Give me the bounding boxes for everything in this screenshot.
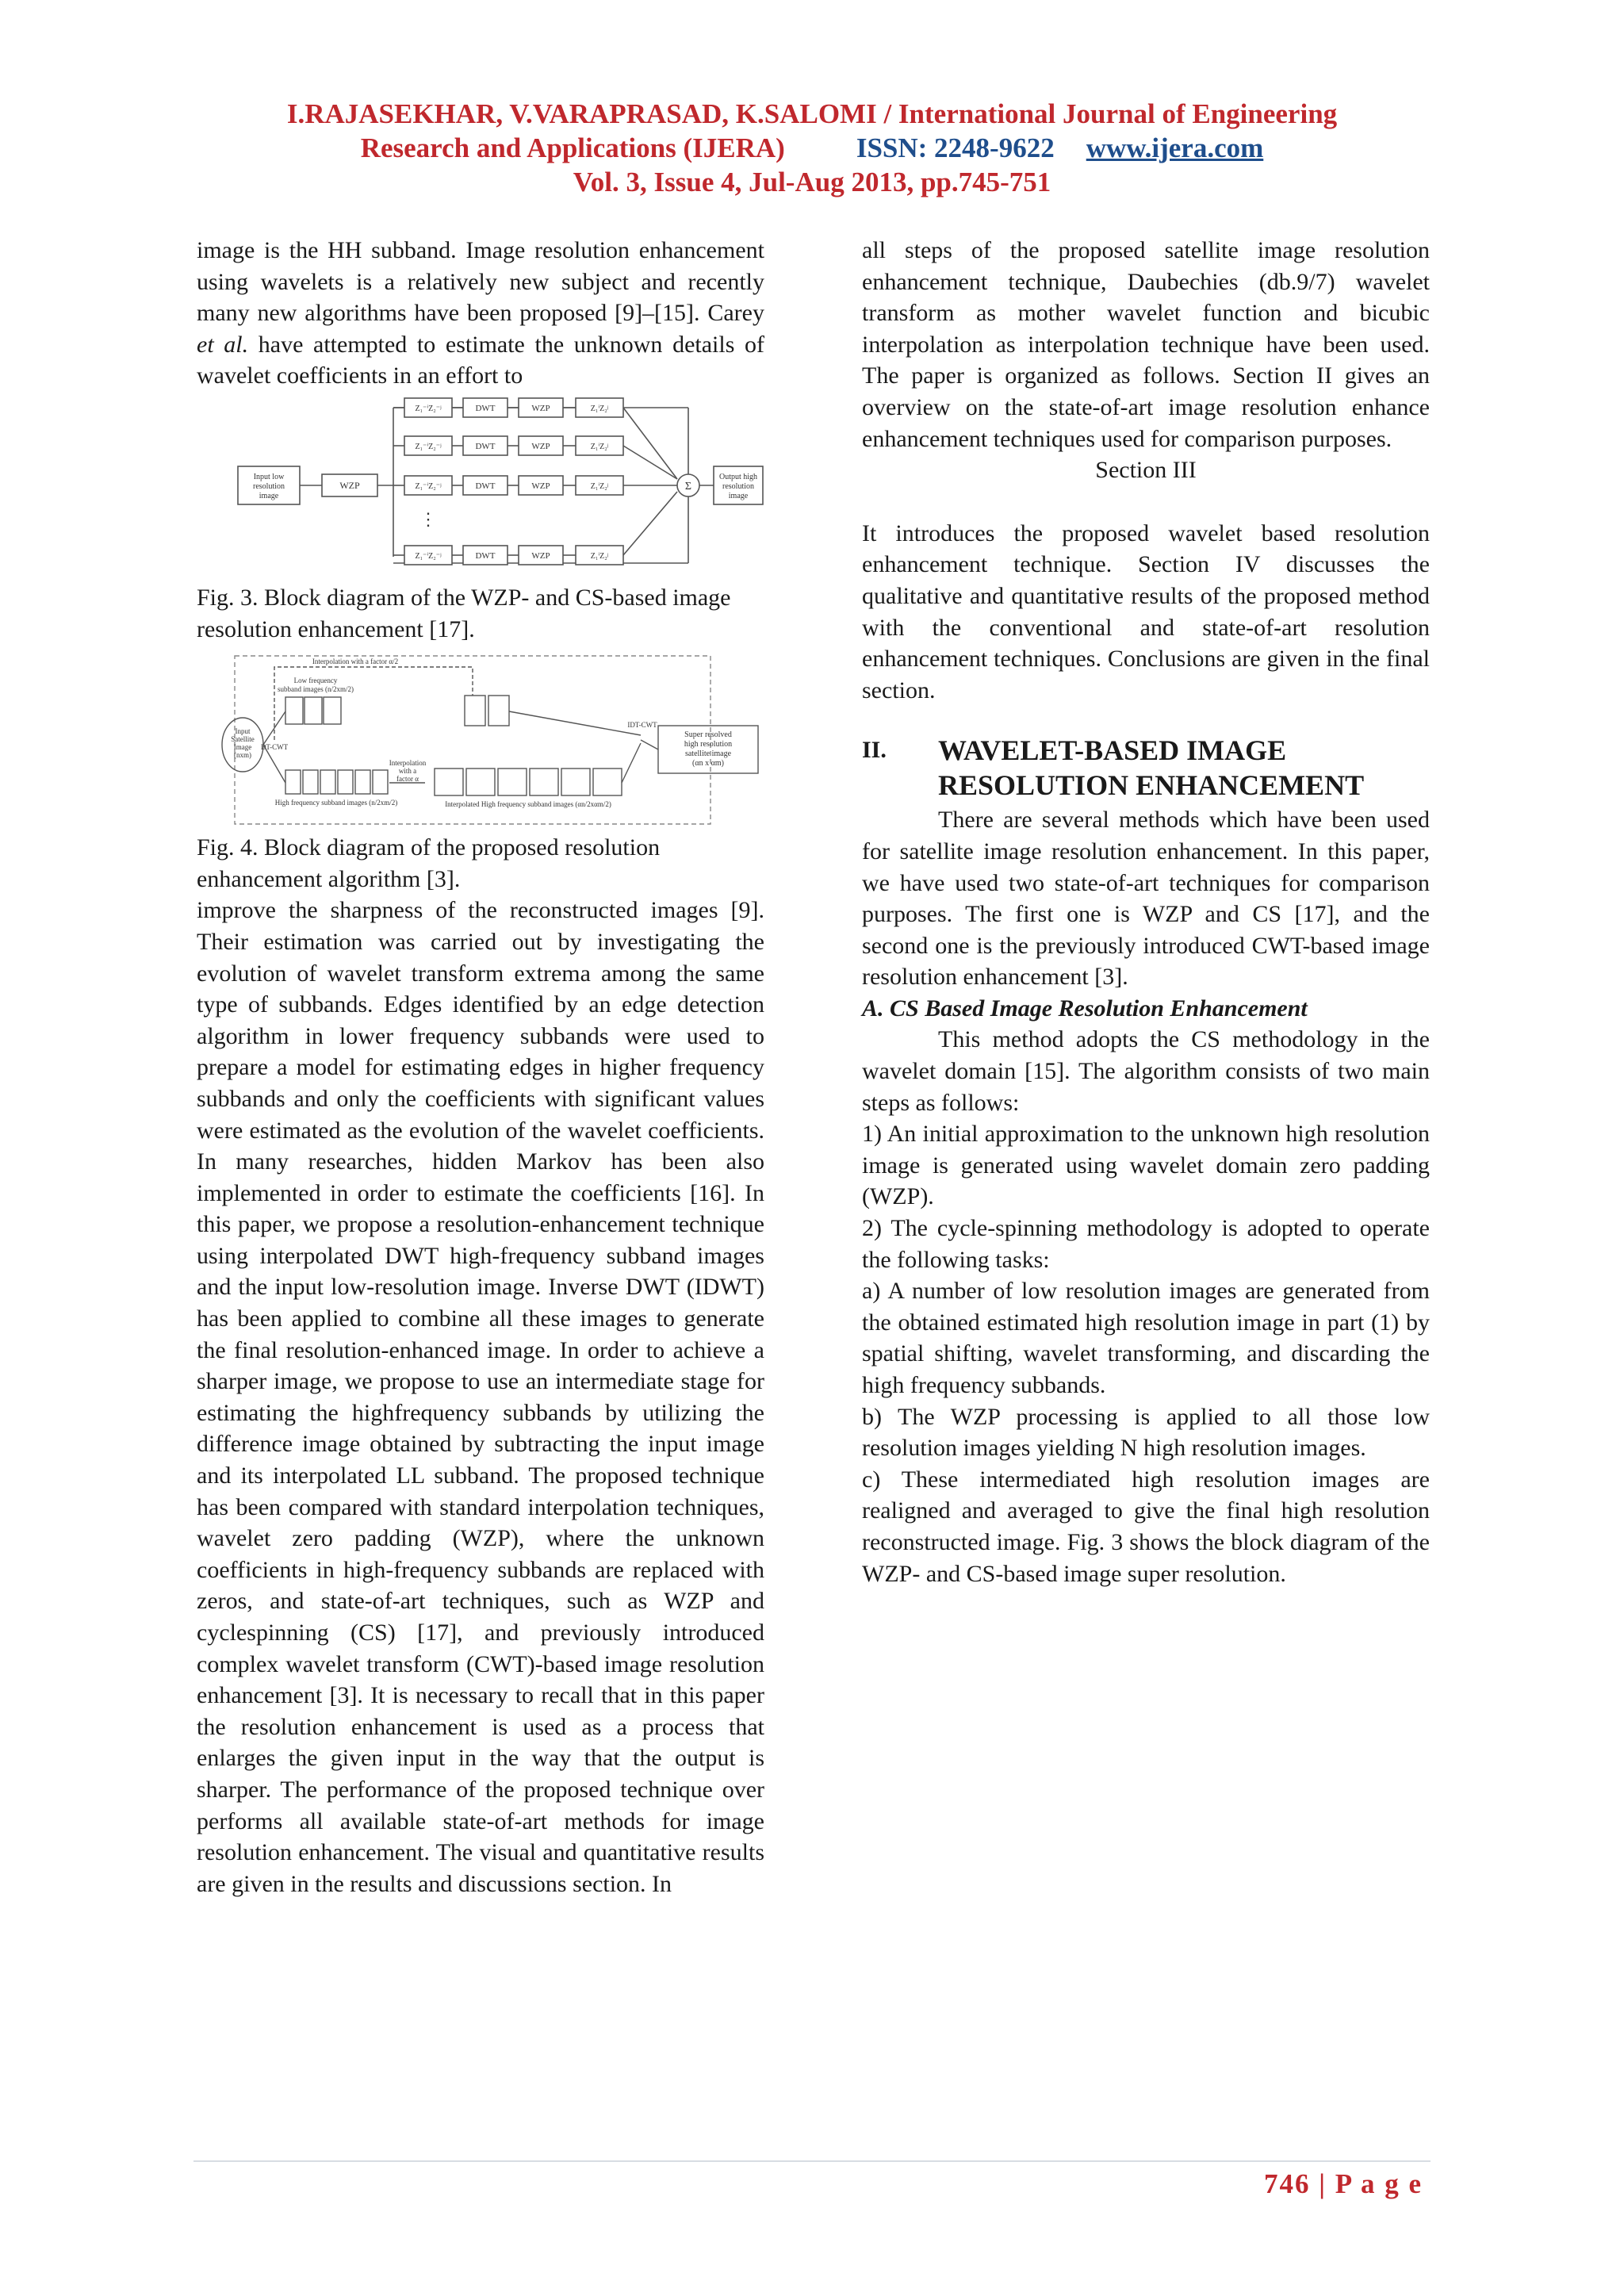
fig3-sum-symbol: Σ (684, 480, 692, 493)
fig4-input-label-4: (nxm) (234, 751, 251, 760)
svg-text:WZP: WZP (531, 441, 550, 451)
right-paragraph-4: This method adopts the CS methodology in the wavelet domain [15]. The algorithm consists of two main steps as follows: (862, 1026, 1430, 1116)
fig3-ellipsis: ⋮ (419, 508, 437, 529)
fig4-top-label: Interpolation with a factor α/2 (312, 657, 399, 666)
fig3-dwt-label-4: DWT (475, 550, 496, 561)
svg-text:Z₁ⁱZ₂ʲ: Z₁ⁱZ₂ʲ (590, 442, 609, 451)
step-2b: b) The WZP processing is applied to all those low resolution images yielding N high resolution images. (862, 1403, 1430, 1462)
right-paragraph-3: There are several methods which have been used for satellite image resolution enhancement. In this paper, we have used two state-of-art techniques for comparison purposes. The first one is WZP and CS [17], and the second one is the previously introduced CWT-based image resolution enhancement [3]. (862, 807, 1430, 991)
section-2-heading (862, 733, 1430, 803)
svg-text:Z₁⁻ⁱZ₂⁻ʲ: Z₁⁻ⁱZ₂⁻ʲ (415, 404, 442, 413)
left-paragraph-2: improve the sharpness of the reconstructed images [9]. Their estimation was carried out by investigating the evolution of wavelet transform extrema among the same type of subbands. Edges identified by an edge detection algorithm in lower frequency subbands were used to prepare a model for estimating edges in higher frequency subbands and only the coefficients with significant values were estimated as the evolution of the wavelet coefficients. In many researches, hidden Markov has been also implemented in order to estimate the coefficients [16]. In this paper, we propose a resolution-enhancement technique using interpolated DWT high-frequency subband images and the input low-resolution image. Inverse DWT (IDWT) has been applied to combine all these images to generate the final resolution-enhanced image. In order to achieve a sharper image, we propose to use an intermediate stage for estimating the highfrequency subbands by utilizing the difference image obtained by subtracting the input image and its interpolated LL subband. The proposed technique has been compared with standard interpolation techniques, wavelet zero padding (WZP), where the unknown coefficients in high-frequency subbands are replaced with zeros, and state-of-art techniques, such as WZP and cyclespinning (CS) [17], and previously introduced complex wavelet transform (CWT)-based image resolution enhancement [3]. It is necessary to recall that in this paper the resolution enhancement is used as a process that enlarges the given input in the way that the output is sharper. The performance of the proposed technique over performs all available state-of-art methods for image resolution enhancement. The visual and quantitative results are given in the results and discussions section. In (197, 897, 764, 1897)
fig4-low-label-2: subband images (n/2xm/2) (278, 685, 354, 694)
right-column (862, 235, 1430, 1589)
fig3-input-label-2: resolution (253, 481, 285, 491)
header-journal: Research and Applications (IJERA) (360, 132, 785, 163)
header-website-link[interactable]: www.ijera.com (1086, 132, 1264, 163)
figure-4-caption: Fig. 4. Block diagram of the proposed resolution enhancement algorithm [3]. (197, 834, 661, 892)
right-paragraph-2: It introduces the proposed wavelet based resolution enhancement technique. Section IV discusses the qualitative and quantitative results of the proposed method with the conventional and state-of-art resolution enhancement techniques. Conclusions are given in the final section. (862, 519, 1430, 703)
header-authors: I.RAJASEKHAR, V.VARAPRASAD, K.SALOMI / International Journal of Engineering (286, 98, 1338, 129)
header-volume: Vol. 3, Issue 4, Jul-Aug 2013, pp.745-751 (573, 167, 1051, 197)
svg-text:Z₁ⁱZ₂ʲ: Z₁ⁱZ₂ʲ (590, 551, 609, 561)
fig4-output-label-1: Super resolved (684, 730, 732, 740)
fig4-input-label-3: Image (233, 743, 252, 752)
svg-text:Z₁⁻ⁱZ₂⁻ʲ: Z₁⁻ⁱZ₂⁻ʲ (415, 551, 442, 561)
header-journal-line (0, 131, 1624, 165)
section-2-title-line-2: RESOLUTION ENHANCEMENT (938, 769, 1365, 802)
fig4-input-label-1: Input (235, 727, 251, 736)
svg-text:WZP: WZP (531, 550, 550, 561)
fig4-dtcwt-label: DT-CWT (260, 743, 289, 752)
fig4-output-label-3: satellite image (684, 749, 732, 759)
svg-text:Z₁⁻ⁱZ₂⁻ʲ: Z₁⁻ⁱZ₂⁻ʲ (415, 481, 442, 491)
fig3-input-label-3: image (259, 491, 279, 500)
svg-text:WZP: WZP (531, 481, 550, 491)
header-issn: ISSN: 2248-9622 (856, 132, 1055, 163)
step-2c: c) These intermediated high resolution images are realigned and averaged to give the final high resolution reconstructed image. Fig. 3 shows the block diagram of the WZP- and CS-based image super resolution. (862, 1466, 1430, 1587)
figure-3-caption: Fig. 3. Block diagram of the WZP- and CS-based image resolution enhancement [17]. (197, 584, 731, 642)
svg-text:Z₁ⁱZ₂ʲ: Z₁ⁱZ₂ʲ (590, 481, 609, 491)
fig4-interp-label-2: with a (398, 767, 417, 776)
section-3-reference: Section III (1095, 457, 1197, 484)
fig4-input-label-2: Satellite (231, 735, 255, 744)
fig4-interp-label-3: factor α (396, 775, 419, 784)
step-2: 2) The cycle-spinning methodology is adopted to operate the following tasks: (862, 1215, 1430, 1273)
fig3-dwt-label-2: DWT (475, 441, 496, 451)
svg-text:WZP: WZP (531, 403, 550, 413)
fig3-input-label-1: Input low (253, 472, 285, 481)
step-1: 1) An initial approximation to the unknown high resolution image is generated using wavelet domain zero padding (WZP). (862, 1121, 1430, 1210)
fig4-low-label-1: Low frequency (293, 677, 338, 685)
fig4-idtcwt-label: IDT-CWT (627, 721, 657, 730)
fig4-output-label-2: high resolution (684, 740, 733, 749)
fig3-output-label-2: resolution (722, 481, 754, 491)
fig3-dwt-label-1: DWT (475, 403, 496, 413)
subsection-a-heading: A. CS Based Image Resolution Enhancement (862, 995, 1308, 1022)
svg-text:Z₁⁻ⁱZ₂⁻ʲ: Z₁⁻ⁱZ₂⁻ʲ (415, 442, 442, 451)
fig4-ihf-label: Interpolated High frequency subband images (αn/2xαm/2) (445, 800, 611, 809)
fig4-interp-label-1: Interpolation (389, 759, 427, 768)
section-2-number: II. (862, 737, 887, 764)
fig4-output-label-4: (αn x αm) (692, 759, 724, 769)
page-number: 746 | P a g e (1264, 2168, 1423, 2199)
figure-4-block-diagram (197, 648, 764, 829)
fig3-output-label-1: Output high (718, 472, 758, 481)
step-2a: a) A number of low resolution images are generated from the obtained estimated high resolution image in part (1) by spatial shifting, wavelet transforming, and discarding the high frequency subbands. (862, 1278, 1430, 1398)
fig4-hf-label: High frequency subband images (n/2xm/2) (274, 799, 398, 807)
right-paragraph-1: all steps of the proposed satellite image resolution enhancement technique, Daubechies (db.9/7) wavelet transform as mother wavelet function and bicubic interpolation as interpolation technique have been used. The paper is organized as follows. Section II gives an overview on the state-of-art image resolution enhance enhancement techniques used for comparison purposes. (862, 237, 1430, 452)
svg-text:Z₁ⁱZ₂ʲ: Z₁ⁱZ₂ʲ (590, 404, 609, 413)
footer-divider (193, 2160, 1431, 2162)
left-column (197, 235, 764, 1899)
left-paragraph-1: image is the HH subband. Image resolution enhancement using wavelets is a relatively new subject and recently many new algorithms have been proposed [9]–[15]. Carey et al. have attempted to estimate the unknown details of wavelet coefficients in an effort to (197, 237, 764, 389)
fig3-wzp-label: WZP (339, 479, 360, 491)
running-header (0, 97, 1624, 199)
fig3-dwt-label-3: DWT (475, 481, 496, 491)
fig3-output-label-3: image (728, 491, 749, 500)
section-2-title-line-1: WAVELET-BASED IMAGE (938, 734, 1287, 767)
figure-3-block-diagram (197, 395, 764, 579)
